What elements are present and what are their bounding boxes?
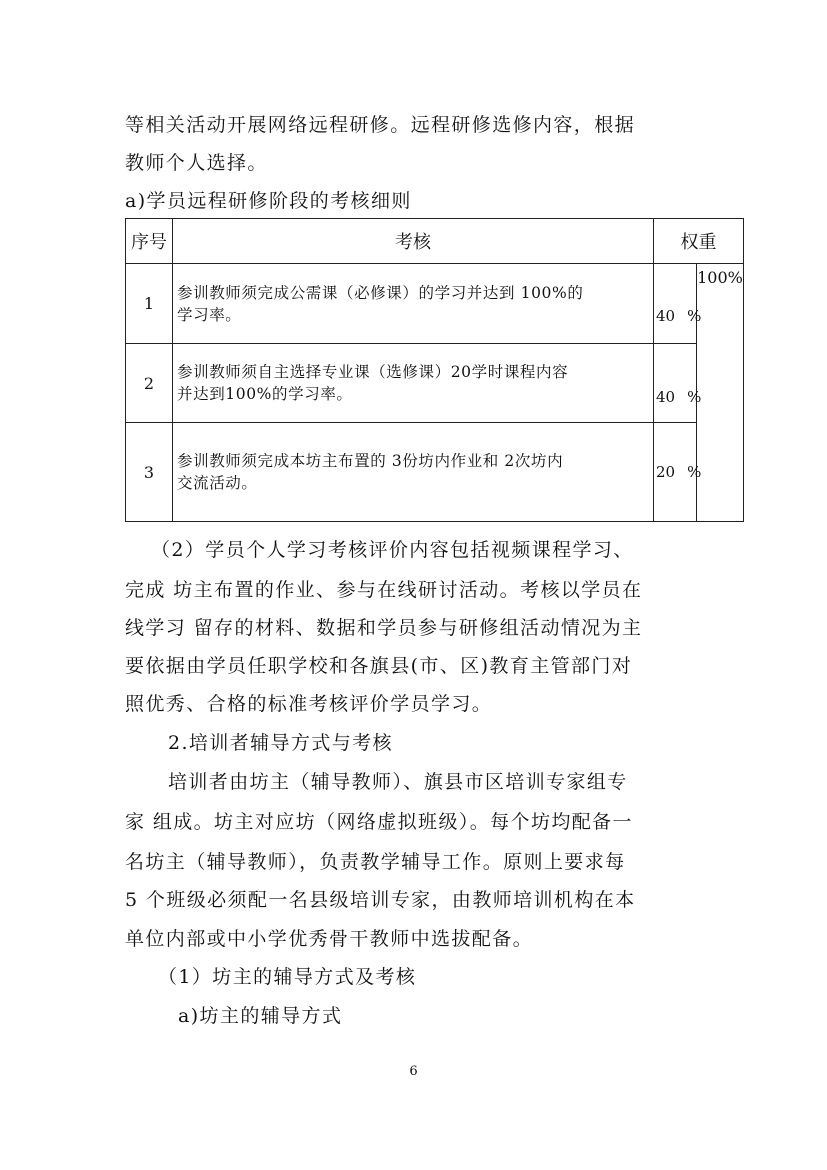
assessment-table xyxy=(125,218,744,522)
table-row xyxy=(126,423,744,522)
row-desc: 参训教师须自主选择专业课（选修课）20学时课程内容 并达到100%的学习率。 xyxy=(173,344,654,423)
header-seq: 序号 xyxy=(126,219,173,264)
table-caption: a)学员远程研修阶段的考核细则 xyxy=(125,190,412,212)
body-text-line: 教师个人选择。 xyxy=(125,152,268,174)
page-number: 6 xyxy=(409,1064,418,1079)
total-weight: 100% xyxy=(697,264,744,522)
row-seq: 2 xyxy=(126,344,173,423)
table-row xyxy=(126,344,744,423)
header-weight: 权重 xyxy=(654,219,744,264)
row-seq: 1 xyxy=(126,264,173,344)
subsection-item: a)坊主的辅导方式 xyxy=(178,1005,343,1027)
table-header-row xyxy=(126,219,744,264)
row-desc: 参训教师须完成本坊主布置的 3份坊内作业和 2次坊内 交流活动。 xyxy=(173,423,654,522)
row-seq: 3 xyxy=(126,423,173,522)
body-text-line: 照优秀、合格的标准考核评价学员学习。 xyxy=(125,693,493,715)
body-text-line: 线学习 留存的材料、数据和学员参与研修组活动情况为主 xyxy=(125,617,643,639)
body-text-line: 培训者由坊主（辅导教师）、旗县市区培训专家组专 xyxy=(168,771,628,793)
subsection-heading: （1）坊主的辅导方式及考核 xyxy=(158,966,417,988)
body-text-line: 要依据由学员任职学校和各旗县(市、区)教育主管部门对 xyxy=(125,655,633,677)
body-text-line: （2）学员个人学习考核评价内容包括视频课程学习、 xyxy=(151,539,634,561)
table-row xyxy=(126,264,744,344)
row-weight: 40 % xyxy=(654,264,697,344)
row-weight: 40 % xyxy=(654,344,697,423)
row-desc: 参训教师须完成公需课（必修课）的学习并达到 100%的 学习率。 xyxy=(173,264,654,344)
header-item: 考核 xyxy=(173,219,654,264)
body-text-line: 5 个班级必须配一名县级培训专家，由教师培训机构在本 xyxy=(125,889,636,911)
body-text-line: 名坊主（辅导教师），负责教学辅导工作。原则上要求每 xyxy=(125,851,626,873)
body-text-line: 家 组成。坊主对应坊（网络虚拟班级）。每个坊均配备一 xyxy=(125,811,633,833)
section-heading: 2.培训者辅导方式与考核 xyxy=(168,732,393,754)
row-weight: 20 % xyxy=(654,423,697,522)
body-text-line: 等相关活动开展网络远程研修。远程研修选修内容，根据 xyxy=(125,114,636,136)
body-text-line: 完成 坊主布置的作业、参与在线研讨活动。考核以学员在 xyxy=(125,579,643,601)
body-text-line: 单位内部或中小学优秀骨干教师中选拔配备。 xyxy=(125,928,534,950)
